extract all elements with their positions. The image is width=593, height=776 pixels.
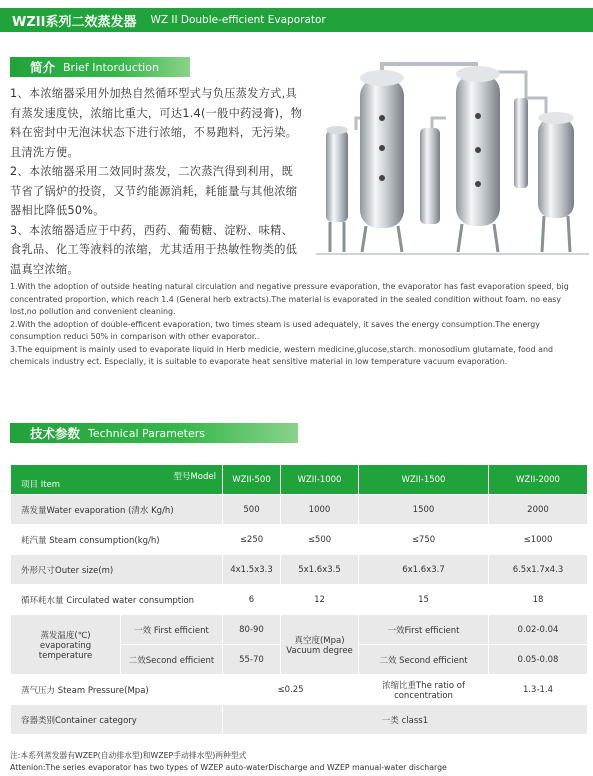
cell-value: 5x1.6x3.5 <box>281 555 359 585</box>
model-header: WZII-2000 <box>489 465 588 495</box>
intro-en-line: concentrated proportion, which reach 1.4 (General herb extracts).The material is evaporated in the sealed condition without foam. no easy <box>10 294 562 304</box>
vacuum-first-efficient-label: 一效First efficient <box>359 615 489 645</box>
intro-cn-line: 2、本浓缩器采用二效同时蒸发，二次蒸汽得到利用，既 <box>10 165 294 178</box>
cell-value: 6x1.6x3.7 <box>359 555 489 585</box>
intro-cn-line: 温真空浓缩。 <box>10 262 79 276</box>
vacuum-second-efficient-value: 0.05-0.08 <box>489 645 588 675</box>
intro-en-text <box>10 281 588 369</box>
intro-cn-line: 节省了锅炉的投资，又节约能源消耗，耗能量与其他浓缩 <box>10 184 298 198</box>
cell-value: 18 <box>489 585 588 615</box>
cell-value: ≤750 <box>359 525 489 555</box>
product-title-cn: WZII系列二效蒸发器 <box>12 14 137 30</box>
footnote-en: Attenion:The series evaporator has two types of WZEP auto-waterDischarge and WZEP manual-water discharge <box>10 763 447 772</box>
cell-value: 500 <box>223 495 281 525</box>
table-row <box>11 705 588 735</box>
row-label: 外形尺寸Outer size(m) <box>11 555 223 585</box>
cell-value: 4x1.5x3.3 <box>223 555 281 585</box>
tech-title-en: Technical Parameters <box>88 426 205 440</box>
intro-cn-line: 且清洗方便。 <box>10 145 79 159</box>
vacuum-degree-label <box>281 615 359 675</box>
table-row <box>11 525 588 555</box>
vacuum-second-efficient-label: 二效 Second efficient <box>359 645 489 675</box>
temp-second-efficient-label: 二效Second efficient <box>121 645 223 675</box>
table-header-row <box>11 465 588 495</box>
intro-cn-text <box>10 84 302 279</box>
intro-title-en: Brief Intorduction <box>63 60 159 74</box>
vacuum-label-en: Vacuum degree <box>286 645 353 656</box>
item-header-label: 项目 Item <box>21 480 61 490</box>
steam-pressure-label: 蒸气压力 Steam Pressure(Mpa) <box>11 675 223 705</box>
cell-value: 1500 <box>359 495 489 525</box>
vacuum-first-efficient-value: 0.02-0.04 <box>489 615 588 645</box>
table-row <box>11 675 588 705</box>
intro-cn-line: 有蒸发速度快，浓缩比重大，可达1.4(一般中药浸膏)，物 <box>10 106 303 120</box>
intro-en-line: 2.With the adoption of double-efficent evaporation, two times steam is used adequately, it saves the energy consumption.The energy <box>10 319 540 329</box>
cell-value: ≤500 <box>281 525 359 555</box>
intro-en-line: consumption reduci 50% in comparison with other evaporator.. <box>10 332 260 341</box>
steam-pressure-value: ≤0.25 <box>223 675 359 705</box>
cell-value: 6.5x1.7x4.3 <box>489 555 588 585</box>
technical-parameters-table <box>10 464 588 735</box>
concentration-ratio-label: 浓缩比重The ratio of concentration <box>359 675 489 705</box>
model-item-header-cell <box>11 465 223 495</box>
model-header: WZII-1000 <box>281 465 359 495</box>
model-header-label: 型号Model <box>173 472 216 482</box>
footnote-cn: 注:本系列蒸发器有WZEP(自动排水型)和WZEP手动排水型)两种型式 <box>10 751 247 760</box>
cell-value: 2000 <box>489 495 588 525</box>
cell-value: 1000 <box>281 495 359 525</box>
row-label: 耗汽量 Steam consumption(kg/h) <box>11 525 223 555</box>
tech-title-cn: 技术参数 <box>30 426 81 441</box>
table-row <box>11 495 588 525</box>
intro-en-line: 3.The equipment is mainly used to evaporate liquid in Herb medicie, western medicine,glucose,starch. monosodium glutamate, food and <box>10 344 553 354</box>
intro-section-heading <box>10 57 190 77</box>
cell-value: 6 <box>223 585 281 615</box>
vacuum-label-cn: 真空度(Mpa) <box>294 635 345 646</box>
intro-en-line: 1.With the adoption of outside heating natural circulation and negative pressure evaporation, the evaporator has fast evaporation speed, big <box>10 282 569 291</box>
table-row <box>11 585 588 615</box>
row-label: 蒸发量Water evaporation (清水 Kg/h) <box>11 495 223 525</box>
model-header: WZII-1500 <box>359 465 489 495</box>
intro-cn-line: 1、本浓缩器采用外加热自然循环型式与负压蒸发方式,具 <box>10 87 297 100</box>
intro-cn-line: 食乳品、化工等液料的浓缩，尤其适用于热敏性物类的低 <box>10 243 298 256</box>
intro-cn-line: 3、本浓缩器适应于中药，西药、葡萄糖、淀粉、味精、 <box>10 223 294 237</box>
title-bar <box>0 8 593 32</box>
cell-value: 12 <box>281 585 359 615</box>
cell-value: 15 <box>359 585 489 615</box>
container-category-value: 一类 class1 <box>223 705 588 735</box>
temp-second-efficient-value: 55-70 <box>223 645 281 675</box>
temp-label-en: evaporating <box>39 640 92 651</box>
row-label: 循环耗水量 Circulated water consumption <box>11 585 223 615</box>
product-title-en: WZ II Double-efficient Evaporator <box>150 14 326 26</box>
intro-cn-line: 料在密封中无泡沫状态下进行浓缩，不易跑料，无污染。 <box>10 126 298 139</box>
evaporator-product-image <box>316 58 589 258</box>
temperature-vacuum-row-first <box>11 615 588 645</box>
intro-en-line: lost,no pollution and convenient cleaning. <box>10 307 176 316</box>
intro-en-line: chemicals industry ect. Especially, it is suitable to evaporate heat sensitive material in low temperature vacuum evaporation. <box>10 357 508 366</box>
temp-label-cn: 蒸发温度(℃) <box>40 630 91 641</box>
temp-first-efficient-value: 80-90 <box>223 615 281 645</box>
temp-label-en: temperature <box>38 650 93 661</box>
model-header: WZII-500 <box>223 465 281 495</box>
evaporating-temperature-label <box>11 615 121 675</box>
tech-section-heading <box>10 423 298 443</box>
intro-cn-line: 器相比降低50%。 <box>10 204 105 217</box>
cell-value: ≤250 <box>223 525 281 555</box>
cell-value: ≤1000 <box>489 525 588 555</box>
container-category-label: 容器类别Container category <box>11 705 223 735</box>
concentration-ratio-value: 1.3-1.4 <box>489 675 588 705</box>
table-row <box>11 555 588 585</box>
intro-title-cn: 简介 <box>30 60 56 75</box>
temp-first-efficient-label: 一效 First efficient <box>121 615 223 645</box>
